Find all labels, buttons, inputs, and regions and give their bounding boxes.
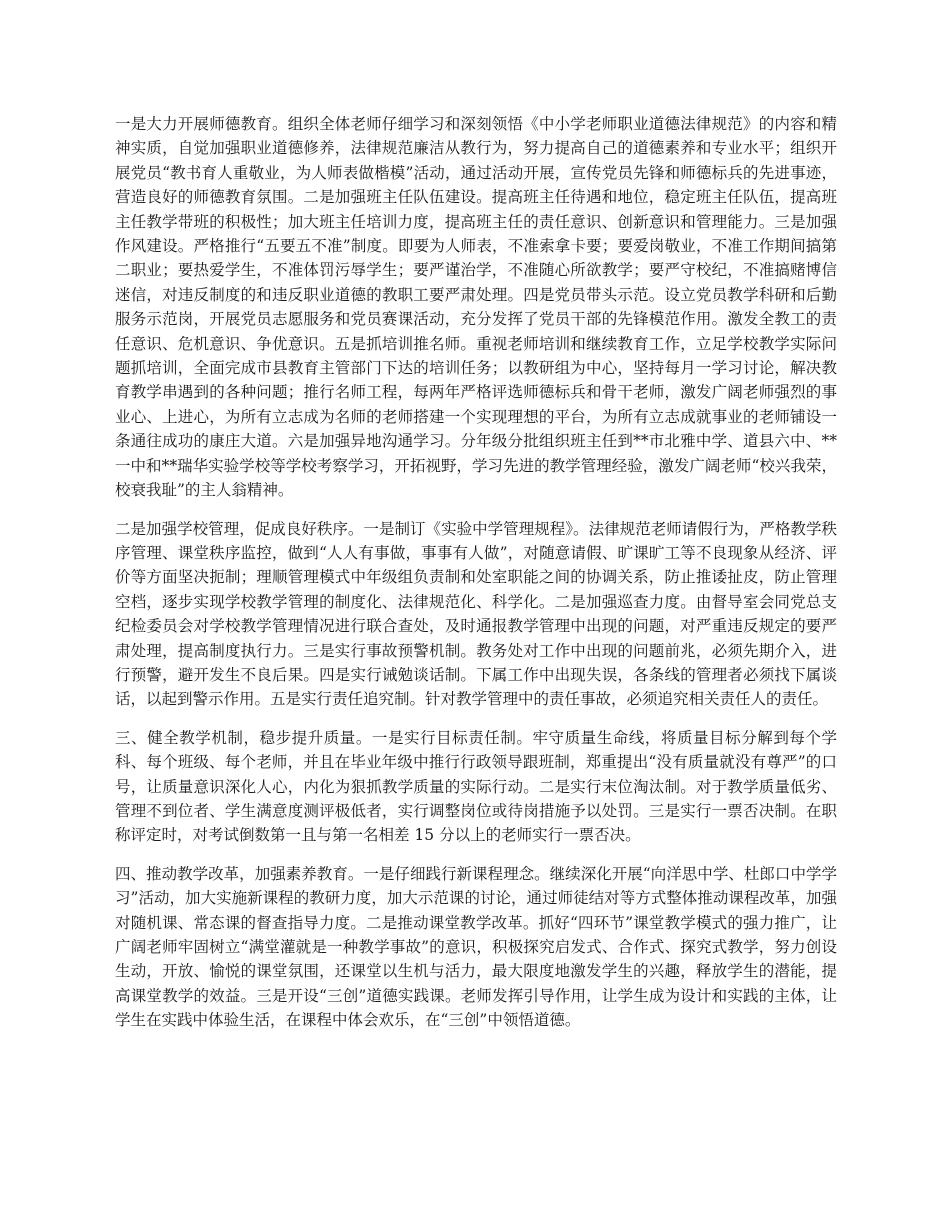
document-body xyxy=(115,112,837,1047)
paragraph-4: 四、推动教学改革，加强素养教育。一是仔细践行新课程理念。继续深化开展“向洋思中学、杜郎口中学学习”活动，加大实施新课程的教研力度，加大示范课的讨论，通过师徒结对等方式整体推动课程改革，加强对随机课、常态课的督查指导力度。二是推动课堂教学改革。抓好“四环节”课堂教学模式的强力推广，让广阔老师牢固树立“满堂灌就是一种教学事故”的意识，积极探究启发式、合作式、探究式教学，努力创设生动，开放、愉悦的课堂氛围，还课堂以生机与活力，最大限度地激发学生的兴趣，释放学生的潜能，提高课堂教学的效益。三是开设“三创”道德实践课。老师发挥引导作用，让学生成为设计和实践的主体，让学生在实践中体验生活，在课程中体会欢乐，在“三创”中领悟道德。 xyxy=(115,864,837,1030)
paragraph-1: 一是大力开展师德教育。组织全体老师仔细学习和深刻领悟《中小学老师职业道德法律规范》的内容和精神实质，自觉加强职业道德修养，法律规范廉洁从教行为，努力提高自己的道德素养和专业水平；组织开展党员“教书育人重敬业，为人师表做楷模”活动，通过活动开展，宣传党员先锋和师德标兵的先进事迹，营造良好的师德教育氛围。二是加强班主任队伍建设。提高班主任待遇和地位，稳定班主任队伍，提高班主任教学带班的积极性；加大班主任培训力度，提高班主任的责任意识、创新意识和管理能力。三是加强作风建设。严格推行“五要五不准”制度。即要为人师表，不准索拿卡要；要爱岗敬业，不准工作期间搞第二职业；要热爱学生，不准体罚污辱学生；要严谨治学，不准随心所欲教学；要严守校纪，不准搞赌博信迷信，对违反制度的和违反职业道德的教职工要严肃处理。四是党员带头示范。设立党员教学科研和后勤服务示范岗，开展党员志愿服务和党员赛课活动，充分发挥了党员干部的先锋模范作用。激发全教工的责任意识、危机意识、争优意识。五是抓培训推名师。重视老师培训和继续教育工作，立足学校教学实际问题抓培训，全面完成市县教育主管部门下达的培训任务；以教研组为中心，坚持每月一学习讨论，解决教育教学串遇到的各种问题；推行名师工程，每两年严格评选师德标兵和骨干老师，激发广阔老师强烈的事业心、上进心，为所有立志成为名师的老师搭建一个实现理想的平台，为所有立志成就事业的老师铺设一条通往成功的康庄大道。六是加强异地沟通学习。分年级分批组织班主任到**市北雅中学、道县六中、**一中和**瑞华实验学校等学校考察学习，开拓视野，学习先进的教学管理经验，激发广阔老师“校兴我荣，校衰我耻”的主人翁精神。 xyxy=(115,115,837,500)
paragraph-3: 三、健全教学机制，稳步提升质量。一是实行目标责任制。牢守质量生命线，将质量目标分解到每个学科、每个班级、每个老师，并且在毕业年级中推行行政领导跟班制，郑重提出“没有质量就没有尊严”的口号，让质量意识深化人心，内化为狠抓教学质量的实际行动。二是实行末位淘汰制。对于教学质量低劣、管理不到位者、学生满意度测评极低者，实行调整岗位或待岗措施予以处罚。三是实行一票否决制。在职称评定时，对考试倒数第一且与第一名相差 15 分以上的老师实行一票否决。 xyxy=(115,728,837,845)
paragraph-2: 二是加强学校管理，促成良好秩序。一是制订《实验中学管理规程》。法律规范老师请假行为，严格教学秩序管理、课堂秩序监控，做到“人人有事做，事事有人做”，对随意请假、旷课旷工等不良现象从经济、评价等方面坚决扼制；理顺管理模式中年级组负责制和处室职能之间的协调关系，防止推诿扯皮，防止管理空档，逐步实现学校教学管理的制度化、法律规范化、科学化。二是加强巡查力度。由督导室会同党总支纪检委员会对学校教学管理情况进行联合查处，及时通报教学管理中出现的问题，对严重违反规定的要严肃处理，提高制度执行力。三是实行事故预警机制。教务处对工作中出现的问题前兆，必须先期介入，进行预警，避开发生不良后果。四是实行诫勉谈话制。下属工作中出现失误，各条线的管理者必须找下属谈话，以起到警示作用。五是实行责任追究制。针对教学管理中的责任事故，必须追究相关责任人的责任。 xyxy=(115,519,837,709)
